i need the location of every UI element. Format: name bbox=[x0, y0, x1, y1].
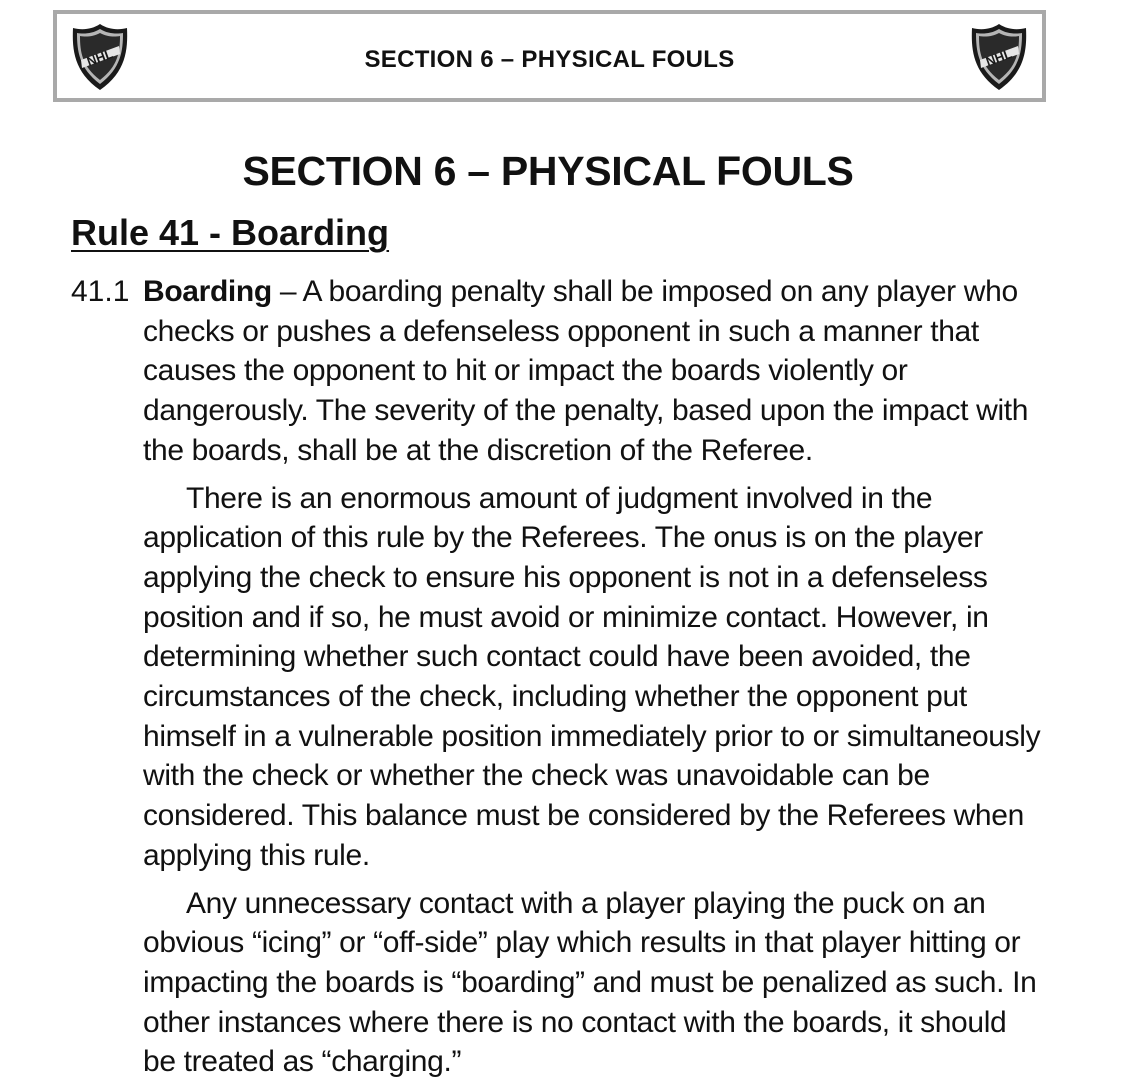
nhl-logo-text: NHL bbox=[84, 45, 115, 70]
rule-number: 41.1 bbox=[71, 275, 130, 308]
rule-body bbox=[143, 272, 1043, 1082]
rule-title: Rule 41 - Boarding bbox=[71, 212, 390, 253]
rule-paragraph: Any unnecessary contact with a player playing the puck on an obvious “icing” or “off-side” play which results in that player hitting or impacting the boards is “boarding” and must be penalized as such. In other instances where there is no contact with the boards, it should be treated as “charging.” bbox=[143, 886, 1037, 1079]
nhl-logo-text: NHL bbox=[983, 45, 1014, 70]
rule-term: Boarding bbox=[143, 275, 272, 308]
page-header-band bbox=[53, 10, 1046, 102]
rule-definition: – A boarding penalty shall be imposed on any player who checks or pushes a defenseless opponent in such a manner that causes the opponent to hit or impact the boards violently or dangerously. The severity of the penalty, based upon the impact with the boards, shall be at the discretion of the Referee. bbox=[143, 275, 1029, 467]
rule-definition-paragraph bbox=[143, 272, 1043, 471]
section-title: SECTION 6 – PHYSICAL FOULS bbox=[242, 148, 854, 194]
nhl-shield-logo-icon bbox=[968, 22, 1030, 92]
rule-paragraph: There is an enormous amount of judgment involved in the application of this rule by the Referees. The onus is on the player applying the check to ensure his opponent is not in a defenseless position and if so, he must avoid or minimize contact. However, in determining whether such contact could have been avoided, the circumstances of the check, including whether the opponent put himself in a vulnerable position immediately prior to or simultaneously with the check or whether the check was unavoidable can be considered. This balance must be considered by the Referees when applying this rule. bbox=[143, 481, 1041, 872]
header-title: SECTION 6 – PHYSICAL FOULS bbox=[364, 46, 735, 73]
